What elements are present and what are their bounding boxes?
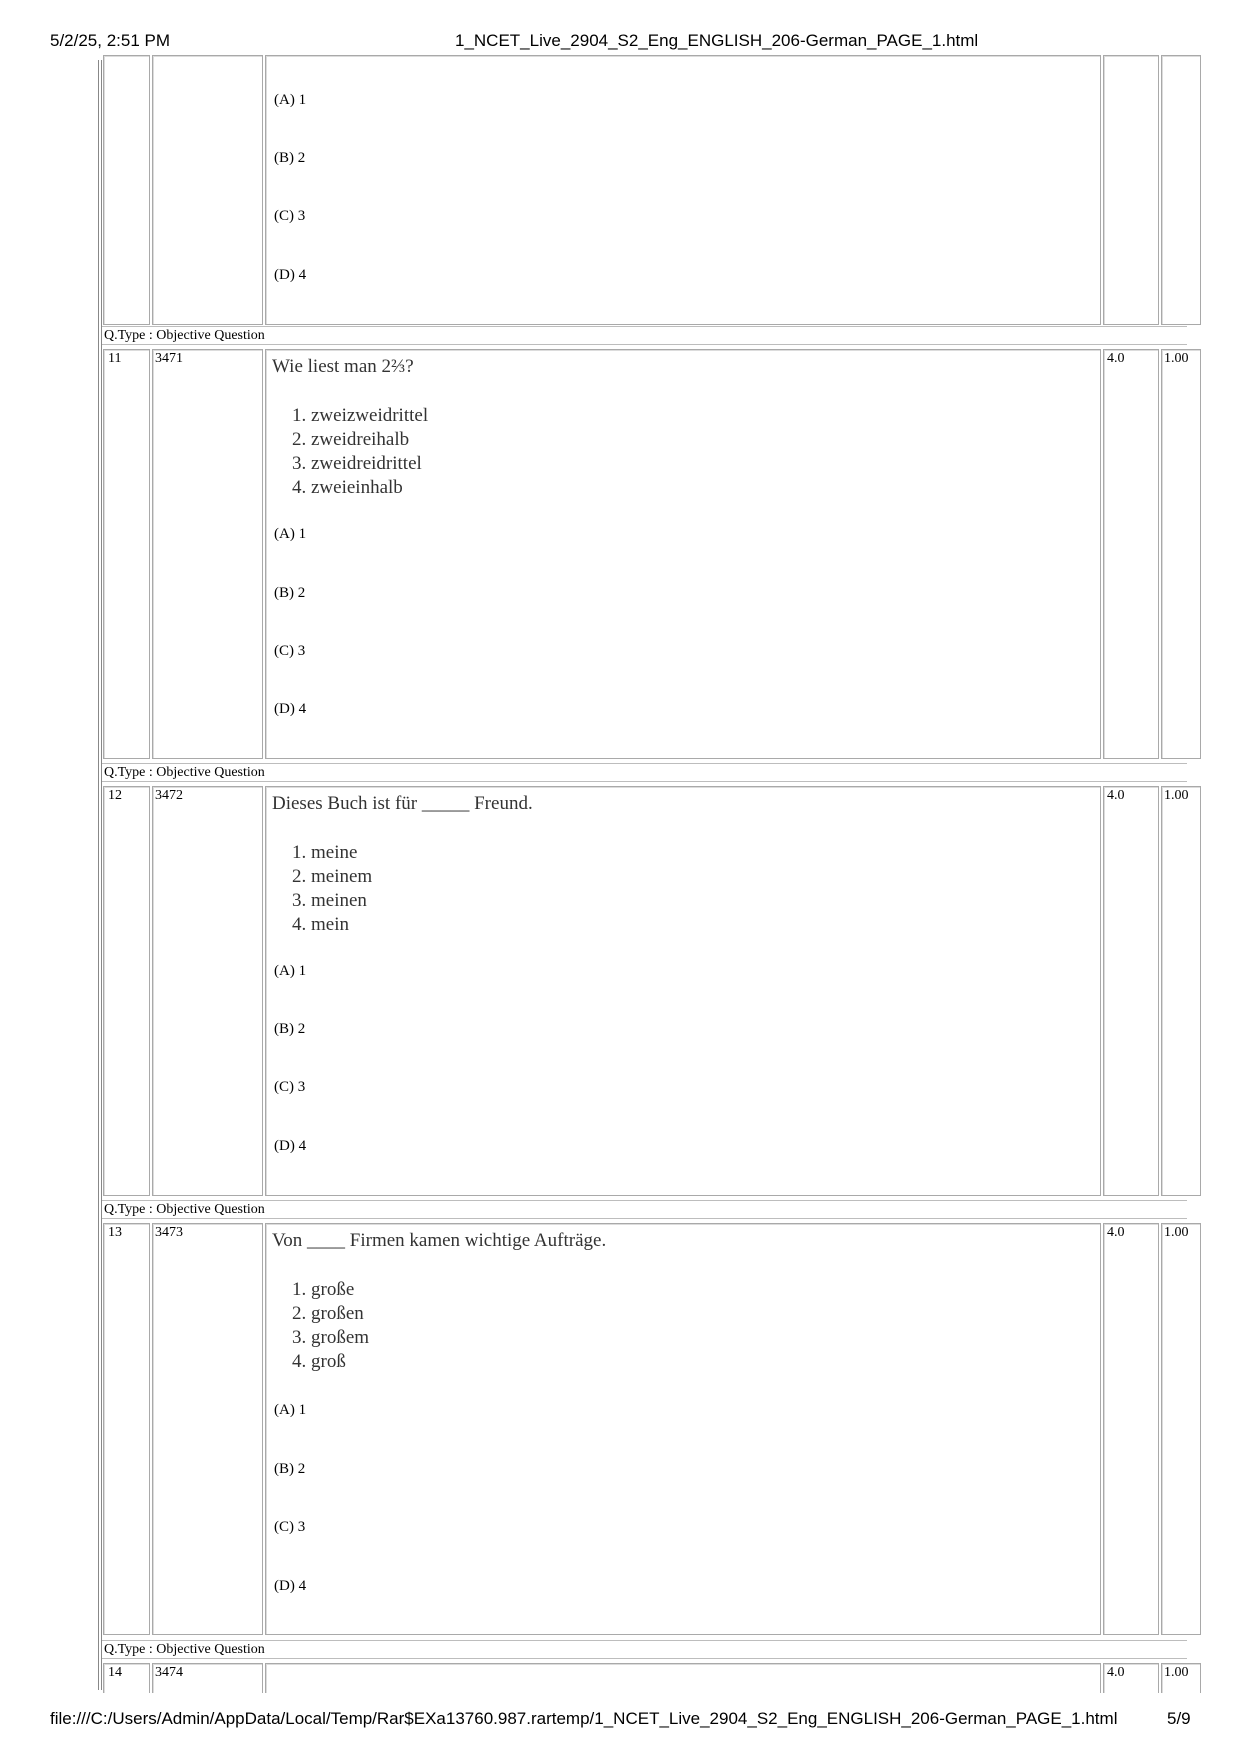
qtype-bar	[102, 763, 1187, 782]
question-id: 3474	[155, 1665, 183, 1680]
answer-choice-b: (B) 2	[274, 585, 306, 601]
marks-cell	[1103, 55, 1159, 325]
qtype-label: Q.Type : Objective Question	[104, 1202, 265, 1217]
marks-value: 4.0	[1107, 351, 1125, 366]
option-item: 3. großem	[292, 1327, 370, 1348]
question-cell	[265, 1223, 1101, 1635]
qtype-label: Q.Type : Objective Question	[104, 328, 265, 343]
qtype-label: Q.Type : Objective Question	[104, 1642, 265, 1657]
file-path: file:///C:/Users/Admin/AppData/Local/Temp/Rar$EXa13760.987.rartemp/1_NCET_Live_2904_S2_Eng_ENGLISH_206-German_PAGE_1.html	[50, 1709, 1118, 1728]
document-title: 1_NCET_Live_2904_S2_Eng_ENGLISH_206-German_PAGE_1.html	[455, 31, 979, 50]
negative-marks-cell	[1161, 349, 1201, 759]
question-text: Wie liest man 2⅔?	[272, 356, 414, 377]
option-item: 1. zweizweidrittel	[292, 405, 429, 426]
option-item: 1. meine	[292, 842, 358, 863]
answer-choice-d: (D) 4	[274, 1578, 307, 1594]
answer-choice-c: (C) 3	[274, 643, 306, 659]
question-id: 3472	[155, 788, 183, 803]
option-item: 4. zweieinhalb	[292, 477, 403, 498]
answer-choice-c: (C) 3	[274, 1079, 306, 1095]
num-cell	[103, 1663, 150, 1693]
negative-marks-cell	[1161, 786, 1201, 1196]
option-item: 1. große	[292, 1279, 355, 1300]
question-cell	[265, 55, 1101, 325]
marks-cell	[1103, 786, 1159, 1196]
num-cell	[103, 349, 150, 759]
qtype-bar	[102, 1640, 1187, 1659]
marks-cell	[1103, 1663, 1159, 1693]
question-number: 13	[108, 1225, 122, 1240]
num-cell	[103, 1223, 150, 1635]
question-number: 11	[108, 351, 122, 366]
negative-marks-value: 1.00	[1164, 351, 1189, 366]
frame-line	[101, 60, 102, 1690]
negative-marks-value: 1.00	[1164, 1225, 1189, 1240]
question-text: Von ____ Firmen kamen wichtige Aufträge.	[272, 1230, 607, 1251]
question-cell	[265, 786, 1101, 1196]
question-id: 3473	[155, 1225, 183, 1240]
question-id: 3471	[155, 351, 183, 366]
question-number: 12	[108, 788, 122, 803]
id-cell	[152, 55, 263, 325]
id-cell	[152, 1223, 263, 1635]
answer-choice-c: (C) 3	[274, 1519, 306, 1535]
marks-value: 4.0	[1107, 1665, 1125, 1680]
answer-choice-d: (D) 4	[274, 701, 307, 717]
answer-choice-a: (A) 1	[274, 526, 307, 542]
id-cell	[152, 1663, 263, 1693]
page-number: 5/9	[1167, 1709, 1191, 1728]
answer-choice-d: (D) 4	[274, 1138, 307, 1154]
id-cell	[152, 786, 263, 1196]
marks-value: 4.0	[1107, 788, 1125, 803]
option-list	[292, 1278, 369, 1374]
marks-value: 4.0	[1107, 1225, 1125, 1240]
option-item: 2. großen	[292, 1303, 364, 1324]
option-item: 4. groß	[292, 1351, 346, 1372]
qtype-bar	[102, 326, 1187, 345]
option-item: 2. meinem	[292, 866, 373, 887]
answer-choice-b: (B) 2	[274, 1021, 306, 1037]
marks-cell	[1103, 349, 1159, 759]
negative-marks-cell	[1161, 1663, 1201, 1693]
option-item: 2. zweidreihalb	[292, 429, 410, 450]
question-cell	[265, 349, 1101, 759]
answer-choice-a: (A) 1	[274, 92, 307, 108]
question-cell	[265, 1663, 1101, 1693]
option-item: 3. meinen	[292, 890, 367, 911]
negative-marks-cell	[1161, 55, 1201, 325]
answer-choice-b: (B) 2	[274, 150, 306, 166]
answer-choice-a: (A) 1	[274, 963, 307, 979]
marks-cell	[1103, 1223, 1159, 1635]
answer-choice-a: (A) 1	[274, 1402, 307, 1418]
negative-marks-value: 1.00	[1164, 788, 1189, 803]
num-cell	[103, 786, 150, 1196]
option-list	[292, 841, 372, 937]
qtype-label: Q.Type : Objective Question	[104, 765, 265, 780]
option-list	[292, 404, 428, 500]
answer-choice-d: (D) 4	[274, 267, 307, 283]
num-cell	[103, 55, 150, 325]
option-item: 3. zweidreidrittel	[292, 453, 422, 474]
frame-line	[98, 60, 99, 1690]
option-item: 4. mein	[292, 914, 349, 935]
answer-choice-b: (B) 2	[274, 1461, 306, 1477]
answer-choice-c: (C) 3	[274, 208, 306, 224]
qtype-bar	[102, 1200, 1187, 1219]
negative-marks-value: 1.00	[1164, 1665, 1189, 1680]
question-text: Dieses Buch ist für _____ Freund.	[272, 793, 533, 814]
id-cell	[152, 349, 263, 759]
negative-marks-cell	[1161, 1223, 1201, 1635]
question-number: 14	[108, 1665, 122, 1680]
print-datetime: 5/2/25, 2:51 PM	[50, 31, 171, 50]
